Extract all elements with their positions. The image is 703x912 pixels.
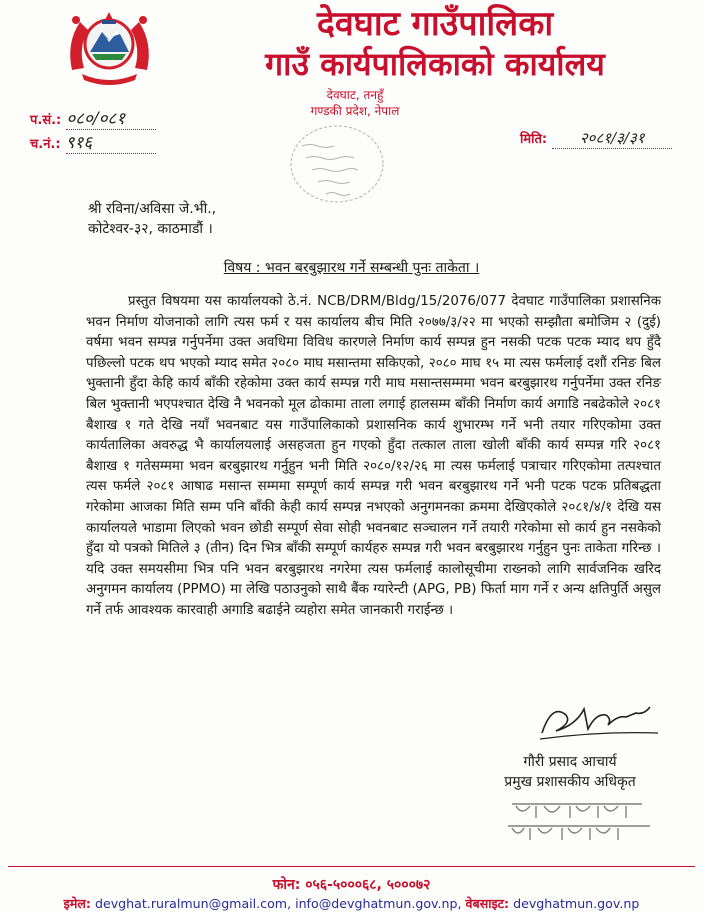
address-line-2: गण्डकी प्रदेश, नेपाल — [310, 104, 400, 118]
phone-value: ०५६-५०००६८, ५०००७२ — [305, 877, 431, 893]
handwritten-signature — [530, 697, 670, 745]
email-label: इमेल: — [63, 896, 91, 911]
recipient-address: कोटेश्वर-३२, काठमाडौं । — [88, 221, 213, 237]
dispatch-number-row — [30, 130, 156, 154]
recipient-name: श्री रविना/अविसा जे.भी., — [88, 201, 217, 217]
office-stamp — [282, 118, 392, 210]
phone-label: फोन: — [272, 877, 301, 893]
footer-phone — [0, 875, 703, 894]
subject-text: विषय : भवन बरबुझारथ गर्ने सम्बन्धी पुनः ताकेता । — [223, 260, 480, 276]
footer-divider — [8, 866, 695, 867]
website-value[interactable]: devghatmun.gov.np — [513, 896, 640, 911]
ps-label: प.सं.: — [30, 113, 62, 128]
letter-body: प्रस्तुत विषयमा यस कार्यालयको ठे.नं. NCB/DRM/Bldg/15/2076/077 देवघाट गाउँपालिका प्रशासनिक भवन निर्माण योजनाको लागि त्यस फर्म र यस कार्यालय बीच मिति २०७७/३/२२ मा भएको सम्झौता बमोजिम २ (दुई) वर्षमा भवन सम्पन्न गर्नुपर्नेमा उक्त अवधिमा विविध कारणले निर्माण कार्य सम्पन्न हुन नसकी पटक पटक म्याद थप हुँदै पछिल्लो पटक थप भएको म्याद समेत २०८० माघ मसान्तमा सकिएको, २०८० माघ १५ मा त्यस फर्मलाई दशौं रनिङ बिल भुक्तानी हुँदा केहि कार्य बाँकी रहेकोमा उक्त कार्य सम्पन्न गरी माघ मसान्तसम्ममा भवन बरबुझारथ गर्नुपर्नेमा उक्त रनिङ बिल भुक्तानी भएपश्चात देखि नै भवनको मूल ढोकामा ताला लगाई हालसम्म बाँकी निर्माण कार्य अगाडि नबढेकोले २०८१ बैशाख १ गते देखि नयाँ भवनबाट यस गाउँपालिकाको प्रशासनिक कार्य शुभारम्भ गर्ने भनी तयार गरिएकोमा उक्त कार्यतालिका अवरुद्ध भै कार्यालयलाई असहजता हुन गएको हुँदा तत्काल ताला खोली बाँकी कार्य सम्पन्न गरि २०८१ बैशाख १ गतेसम्ममा भवन बरबुझारथ गर्नुहुन भनी मिति २०८०/१२/२६ मा त्यस फर्मलाई पत्राचार गरिएकोमा तत्पश्चात त्यस फर्मले २०८१ आषाढ मसान्त सम्ममा सम्पूर्ण कार्य सम्पन्न गरी भवन बरबुझारथ गर्ने भनी पटक पटक प्रतिबद्धता गरेकोमा आजका मिति सम्म पनि बाँकी केही कार्य सम्पन्न नभएको अनुगमनका क्रममा देखिएकोले २०८१/४/१ देखि यस कार्यालयले भाडामा लिएको भवन छोडी सम्पूर्ण सेवा सोही भवनबाट सञ्चालन गर्ने तयारी गरेकोमा सो कार्य हुन नसकेको हुँदा यो पत्रको मितिले ३ (तीन) दिन भित्र बाँकी सम्पूर्ण कार्यहरु सम्पन्न गरी भवन बरबुझारथ गर्नुहुन पुनः ताकेता गरिन्छ । यदि उक्त समयसीमा भित्र पनि भवन बरबुझारथ नगरेमा त्यस फर्मलाई कालोसूचीमा राख्नको लागि सार्वजनिक खरिद अनुगमन कार्यालय (PPMO) मा लेखि पठाउनुको साथै बैंक ग्यारेन्टी (APG, PB) फिर्ता माग गर्ने र अन्य क्षतिपुर्ति असुल गर्ने तर्फ आवश्यक कारवाही अगाडि बढाईने व्यहोरा समेत जानकारी गराईन्छ । — [86, 294, 661, 618]
cn-label: च.नं.: — [30, 137, 61, 152]
signatory-title: प्रमुख प्रशासकीय अधिकृत — [504, 774, 636, 790]
name-seal-stamp — [490, 796, 670, 846]
footer-contacts — [0, 895, 703, 912]
signatory-name: गौरी प्रसाद आचार्य — [523, 754, 617, 770]
office-name: गाउँ कार्यपालिकाको कार्यालय — [265, 45, 605, 83]
website-label: वेबसाइट: — [465, 896, 510, 911]
date-row — [520, 128, 672, 149]
subject-line — [0, 257, 703, 277]
email-value[interactable]: devghat.ruralmun@gmail.com, info@devghatmun.gov.np, — [94, 896, 462, 911]
address-line-1: देवघाट, तनहुँ — [326, 88, 384, 102]
cn-value: ९१६ — [66, 130, 156, 154]
ps-value: ०८०/०८१ — [66, 106, 156, 130]
organization-name: देवघाट गाउँपालिका — [316, 4, 554, 44]
date-label: मिति: — [520, 132, 548, 147]
date-value: २०८१/३/३१ — [552, 128, 672, 149]
nepal-emblem-logo — [62, 8, 157, 88]
letter-number-row — [30, 106, 156, 130]
